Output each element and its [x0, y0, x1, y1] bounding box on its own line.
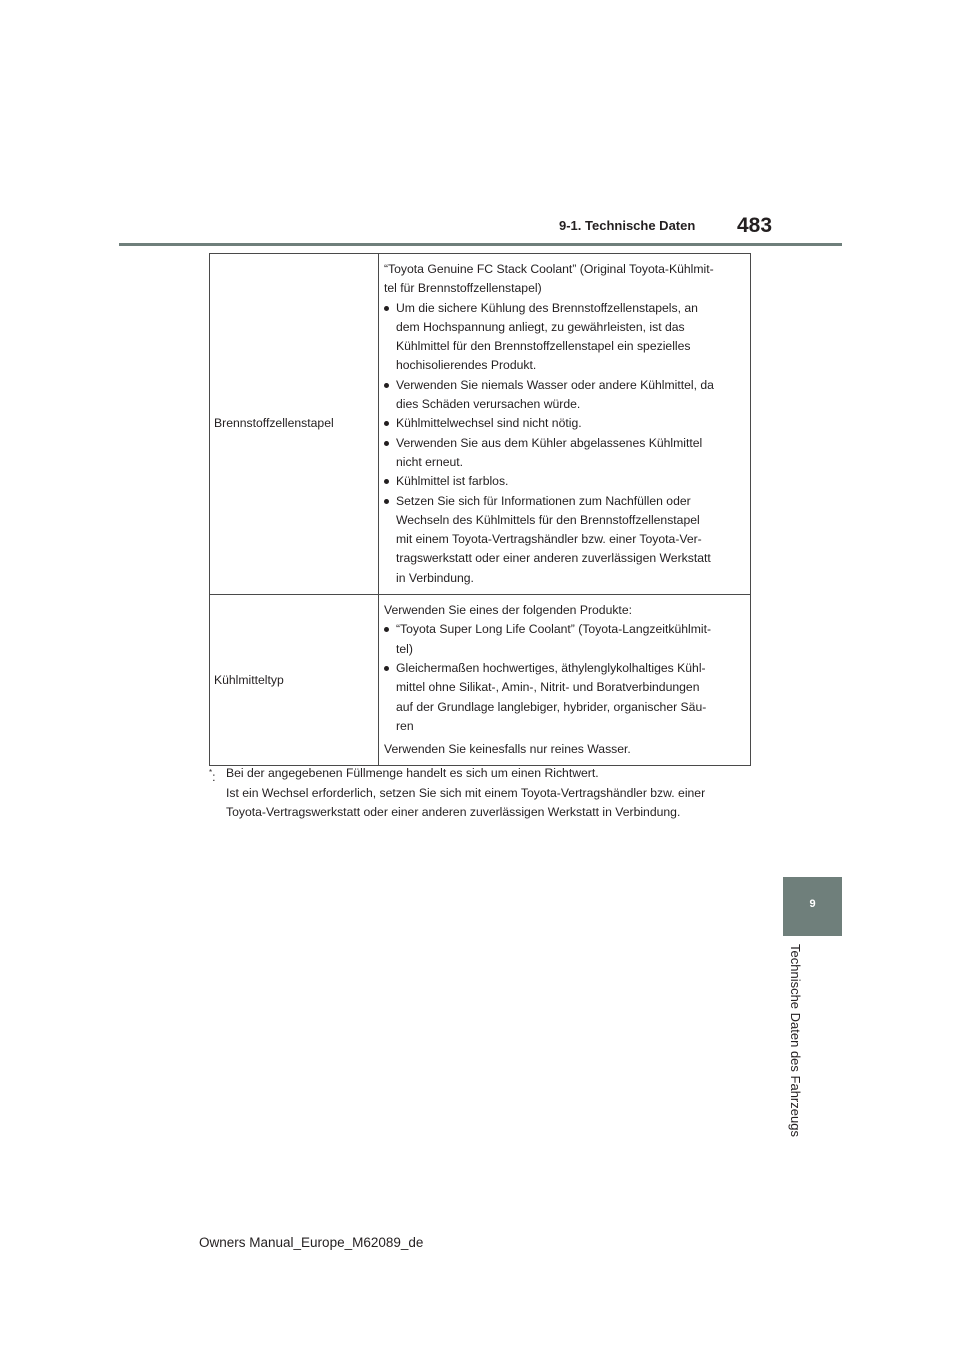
- bullet-line: nicht erneut.: [396, 454, 464, 469]
- bullet-line: auf der Grundlage langlebiger, hybrider, organischer Säu-: [396, 699, 707, 714]
- row-content: [379, 595, 751, 766]
- bullet-line: Setzen Sie sich für Informationen zum Nachfüllen oder: [396, 493, 691, 508]
- bullet-dot-icon: [384, 421, 389, 426]
- bullet-line: tel): [396, 641, 413, 656]
- bullet-item: [384, 472, 742, 491]
- bullet-line: Gleichermaßen hochwertiges, äthylenglykolhaltiges Kühl-: [396, 660, 706, 675]
- bullet-item: [384, 659, 742, 736]
- bullet-item: [384, 376, 742, 415]
- bullet-line: Verwenden Sie niemals Wasser oder andere Kühlmittel, da: [396, 377, 714, 392]
- bullet-line: ren: [396, 718, 414, 733]
- bullet-list: [384, 299, 742, 588]
- footnote: [209, 764, 769, 823]
- bullet-line: “Toyota Super Long Life Coolant” (Toyota-Langzeitkühlmit-: [396, 622, 712, 637]
- bullet-line: mittel ohne Silikat-, Amin-, Nitrit- und Boratverbindungen: [396, 680, 700, 695]
- bullet-list: [384, 620, 742, 736]
- row-label: Brennstoffzellenstapel: [210, 254, 379, 595]
- bullet-item: [384, 434, 742, 473]
- bullet-dot-icon: [384, 306, 389, 311]
- bullet-dot-icon: [384, 479, 389, 484]
- footer-doc-id: Owners Manual_Europe_M62089_de: [199, 1235, 424, 1250]
- bullet-dot-icon: [384, 441, 389, 446]
- footnote-line: Ist ein Wechsel erforderlich, setzen Sie sich mit einem Toyota-Vertragshändler bzw. einer: [226, 785, 706, 800]
- bullet-line: Um die sichere Kühlung des Brennstoffzellenstapels, an: [396, 300, 698, 315]
- bullet-line: hochisolierendes Produkt.: [396, 358, 537, 373]
- footnote-line: Bei der angegebenen Füllmenge handelt es sich um einen Richtwert.: [226, 766, 599, 780]
- bullet-dot-icon: [384, 499, 389, 504]
- bullet-item: [384, 492, 742, 588]
- table-row: [210, 254, 751, 595]
- bullet-line: dies Schäden verursachen würde.: [396, 397, 581, 412]
- bullet-item: [384, 414, 742, 433]
- bullet-line: dem Hochspannung anliegt, zu gewährleisten, ist das: [396, 319, 685, 334]
- footnote-body: [226, 764, 769, 823]
- content-line: tel für Brennstoffzellenstapel): [384, 281, 542, 296]
- bullet-dot-icon: [384, 383, 389, 388]
- spec-table: [209, 253, 751, 766]
- chapter-tab-number: 9: [809, 898, 816, 910]
- row-content: [379, 254, 751, 595]
- footnote-marker: *:: [209, 768, 216, 785]
- bullet-line: Wechseln des Kühlmittels für den Brennstoffzellenstapel: [396, 512, 700, 527]
- bullet-line: mit einem Toyota-Vertragshändler bzw. einer Toyota-Ver-: [396, 532, 702, 547]
- bullet-line: Kühlmittelwechsel sind nicht nötig.: [396, 416, 582, 431]
- bullet-item: [384, 620, 742, 659]
- content-line: Verwenden Sie eines der folgenden Produkte:: [384, 603, 632, 618]
- content-line: “Toyota Genuine FC Stack Coolant” (Original Toyota-Kühlmit-: [384, 262, 714, 276]
- row-label: Kühlmitteltyp: [210, 595, 379, 766]
- bullet-line: tragswerkstatt oder einer anderen zuverlässigen Werkstatt: [396, 551, 711, 566]
- footnote-line: Toyota-Vertragswerkstatt oder einer anderen zuverlässigen Werkstatt in Verbindung.: [226, 805, 681, 819]
- bullet-dot-icon: [384, 666, 389, 671]
- bullet-line: in Verbindung.: [396, 570, 474, 585]
- section-title: 9-1. Technische Daten: [559, 218, 696, 233]
- bullet-line: Kühlmittel ist farblos.: [396, 474, 509, 489]
- bullet-item: [384, 299, 742, 376]
- chapter-side-label: Technische Daten des Fahrzeugs: [788, 944, 803, 1137]
- spec-table-body: [210, 254, 751, 766]
- table-row: [210, 595, 751, 766]
- page-number: 483: [737, 214, 773, 237]
- bullet-line: Kühlmittel für den Brennstoffzellenstapel ein spezielles: [396, 339, 691, 354]
- chapter-tab: [783, 877, 842, 936]
- bullet-dot-icon: [384, 627, 389, 632]
- content-line: Verwenden Sie keinesfalls nur reines Wasser.: [384, 742, 631, 757]
- header-rule: [119, 243, 842, 246]
- bullet-line: Verwenden Sie aus dem Kühler abgelassenes Kühlmittel: [396, 435, 703, 450]
